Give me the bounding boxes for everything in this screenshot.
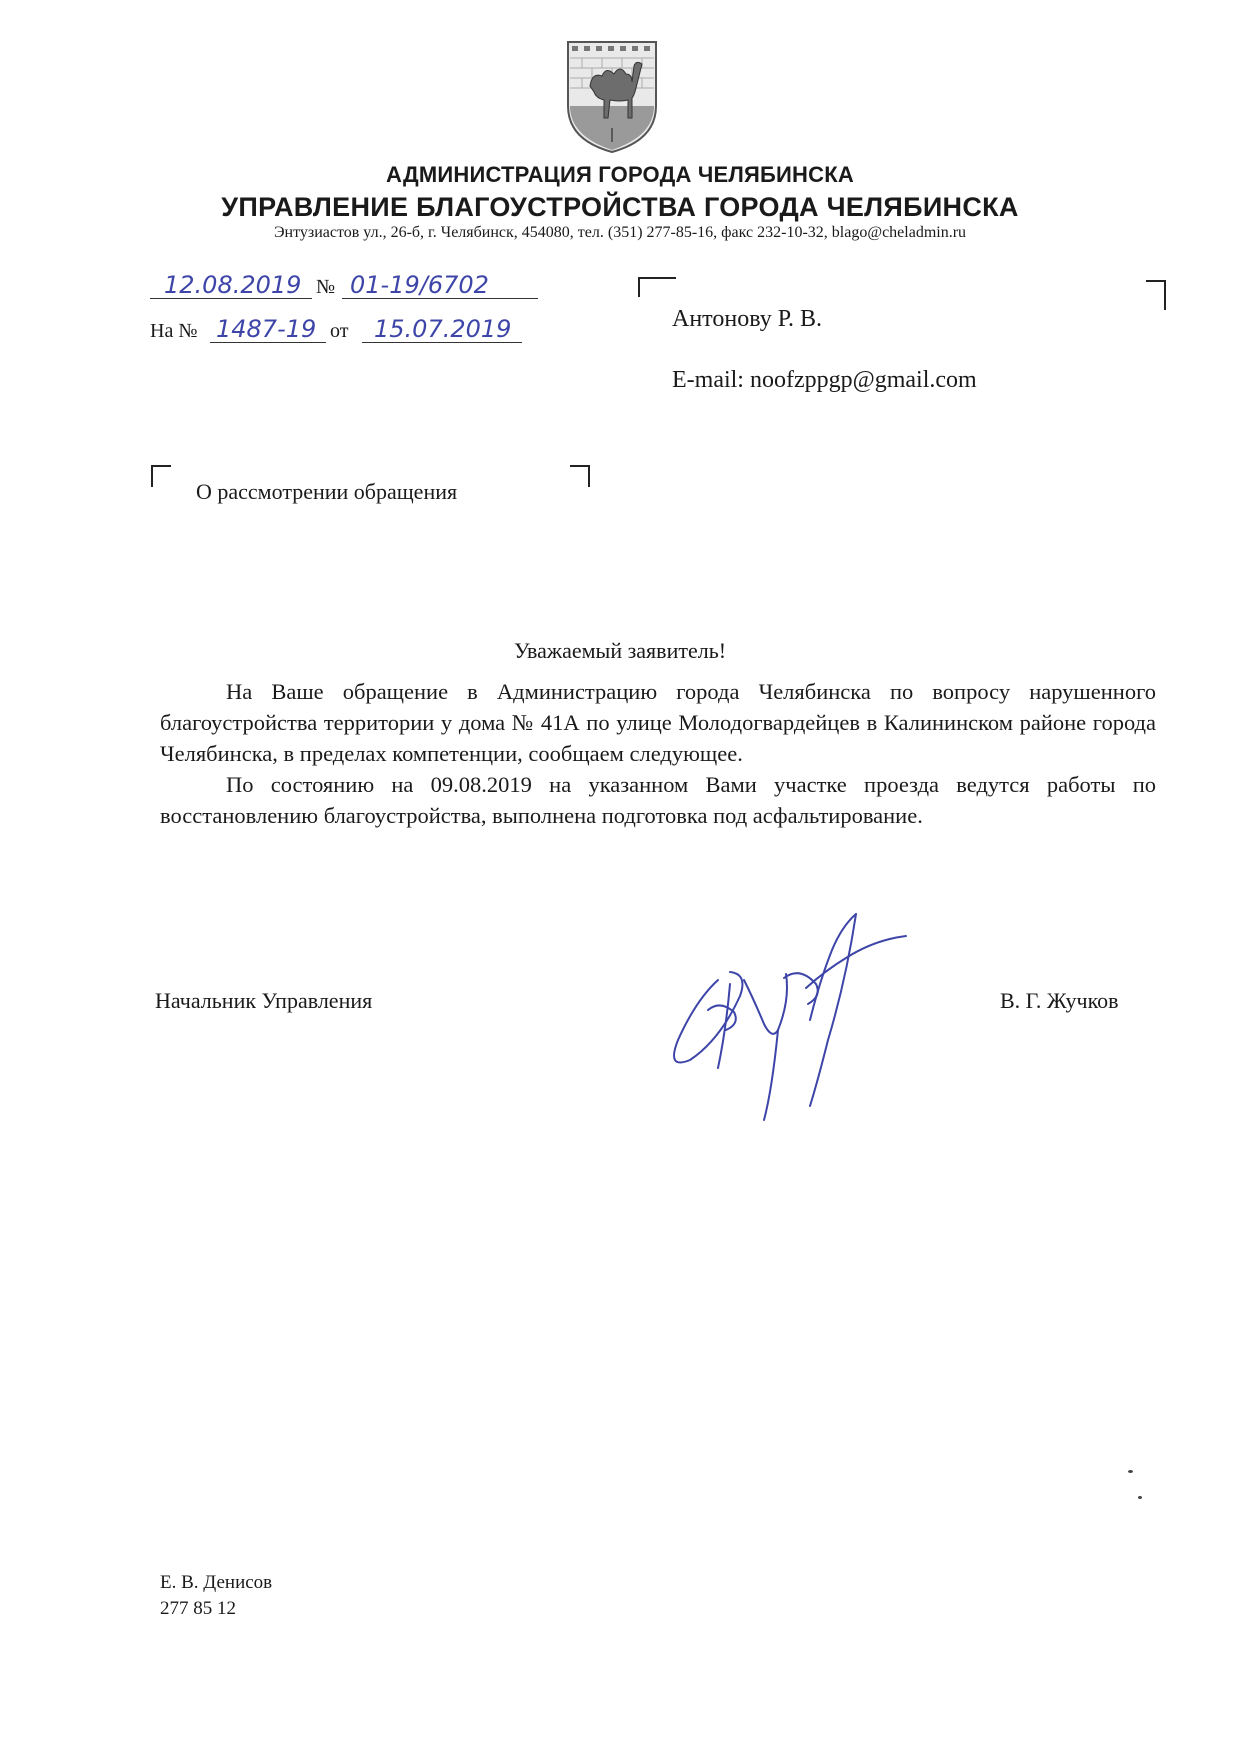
scan-speck <box>1138 1496 1142 1499</box>
reg-date: 12.08.2019 <box>164 271 302 299</box>
handwritten-signature-icon <box>660 900 920 1140</box>
executor-name: Е. В. Денисов <box>160 1572 273 1593</box>
org-name-line1: АДМИНИСТРАЦИЯ ГОРОДА ЧЕЛЯБИНСКА <box>386 162 854 187</box>
executor-block <box>160 1570 272 1622</box>
reply-date-line <box>362 316 522 343</box>
coat-of-arms-icon <box>562 36 662 156</box>
greeting: Уважаемый заявитель! <box>513 638 727 663</box>
body-paragraph-2: По состоянию на 09.08.2019 на указанном Вами участке проезда ведутся работы по восстановлению благоустройства, выполнена подготовка под асфальтирование. <box>160 772 1156 828</box>
letter-body <box>160 676 1156 831</box>
reg-number: 01-19/6702 <box>350 271 489 299</box>
reply-number-line <box>210 316 326 343</box>
subject-corner-right <box>570 465 590 487</box>
addressee-corner-right <box>1146 280 1166 310</box>
signer-title: Начальник Управления <box>155 988 373 1013</box>
subject-line: О рассмотрении обращения <box>196 479 458 504</box>
body-paragraph-1: На Ваше обращение в Администрацию города Челябинска по вопросу нарушенного благоустройства территории у дома № 41А по улице Молодогвардейцев в Калининском районе города Челябинска, в пределах компетенции, сообщаем следующее. <box>160 679 1156 766</box>
reg-number-label: № <box>316 276 336 298</box>
reply-date: 15.07.2019 <box>374 315 512 343</box>
signer-name: В. Г. Жучков <box>1000 988 1119 1013</box>
addressee-corner-left <box>638 277 676 297</box>
reply-number: 1487-19 <box>216 315 317 343</box>
reply-from-label: от <box>330 320 349 342</box>
reply-label: На № <box>150 320 198 342</box>
org-name-line2: УПРАВЛЕНИЕ БЛАГОУСТРОЙСТВА ГОРОДА ЧЕЛЯБИНСКА <box>221 192 1019 222</box>
executor-phone: 277 85 12 <box>160 1598 236 1619</box>
addressee-name: Антонову Р. В. <box>672 306 823 332</box>
reg-number-line <box>342 272 538 299</box>
scan-speck <box>1128 1470 1133 1473</box>
org-contacts: Энтузиастов ул., 26-б, г. Челябинск, 454080, тел. (351) 277-85-16, факс 232-10-32, blago@cheladmin.ru <box>273 224 967 241</box>
subject-corner-left <box>151 465 171 487</box>
addressee-email: E-mail: noofzppgp@gmail.com <box>672 367 977 393</box>
reg-date-line <box>150 272 312 299</box>
